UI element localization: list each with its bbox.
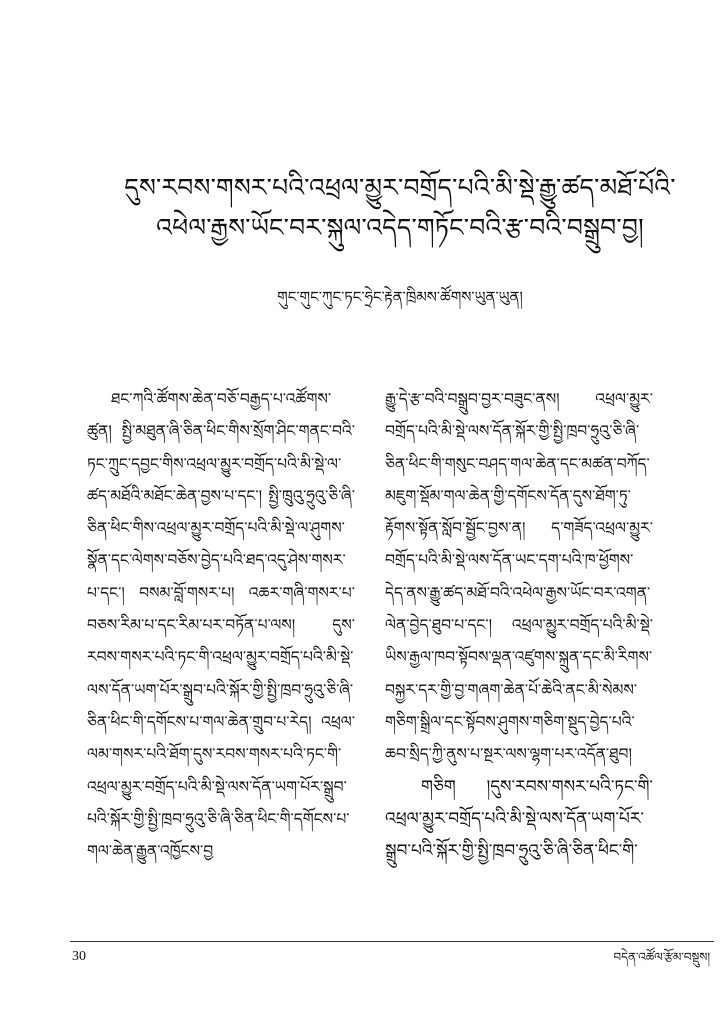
article-author: གུང་གུང་ཀུང་ཏང་ཧྲེང་རྟེན་ཁྲིམས་ཚོགས་ཡུན་ཡུན།: [277, 288, 523, 306]
page-number: 30: [72, 949, 86, 964]
article-title: དུས་རབས་གསར་པའི་འཕྲལ་མྱུར་བགྲོད་པའི་མི་སྡེ་རྒྱུ་ཚད་མཐོ་པོའི་ འཕེལ་རྒྱས་ཡོང་བར་སྐུལ་འདེད་གཏོང་བའི་རྩ་བའི་བསྒྲུབ་བྱ།: [124, 173, 676, 242]
body-column-right: [385, 383, 653, 867]
footer-rule: [70, 941, 714, 942]
body-column-left: [87, 383, 355, 867]
section-text: །དུས་རབས་གསར་པའི་ཏང་གི་འཕྲལ་མྱུར་བགྲོད་པའི་མི་སྡེ་ལས་དོན་ཡག་པོར་སྒྲུབ་པའི་སྐོར་གྱི་སྤྱི་ཁྲབ་ཧྲུའུ་ཅི་ཞི་ཅིན་ཕིང་གི་: [385, 776, 653, 862]
body-paragraph: ཐང་ཀའི་ཚོགས་ཆེན་བཅོ་བརྒྱད་པ་འཚོགས་ཚུན། སྤྱི་མཐུན་ཞི་ཅིན་ཕིང་གིས་སྲོག་ཤིང་གནང་བའི་ཏང་ཀྲུང་དབྱང་གིས་འཕྲལ་མྱུར་བགྲོད་པའི་མི་སྡེ་ལ་ཚད་མཐོའི་མཐོང་ཆེན་བྱས་པ་དང་། སྤྱི་ཁྲུའུ་ཧྲུའུ་ཅི་ཞི་ཅིན་ཕིང་གིས་འཕྲལ་མྱུར་བགྲོད་པའི་མི་སྡེ་ལ་ཤུགས་སྣོན་དང་ལེགས་བཅོས་བྱེད་པའི་ཐད་འདུ་ཤེས་གསར་པ་དང་། བསམ་བློ་གསར་པ། འཆར་གཞི་གསར་པ་བཅས་རིམ་པ་དང་རིམ་པར་བཏོན་པ་ལས། དུས་རབས་གསར་པའི་ཏང་གི་འཕྲལ་མྱུར་བགྲོད་པའི་མི་སྡེ་ལས་དོན་ཡག་པོར་སྒྲུབ་པའི་སྐོར་གྱི་སྤྱི་ཁྲབ་ཧྲུའུ་ཅི་ཞི་ཅིན་ཕིང་གི་དགོངས་པ་གལ་ཆེན་གྲུབ་པ་རེད། འཕྲལ་ལམ་གསར་པའི་ཐོག་དུས་རབས་གསར་པའི་ཏང་གི་འཕྲལ་མྱུར་བགྲོད་པའི་མི་སྡེ་ལས་དོན་ཡག་པོར་སྒྲུབ་པའི་སྐོར་གྱི་སྤྱི་ཁྲབ་ཧྲུའུ་ཅི་ཞི་ཅིན་ཕིང་གི་དགོངས་པ་གལ་ཆེན་རྒྱུན་འཁྱོངས་བྱ: [87, 390, 355, 861]
body-paragraph: རྒྱུ་དེ་རྩ་བའི་བསྒྲུབ་བྱར་བཟུང་ནས། འཕྲལ་མྱུར་བགྲོད་པའི་མི་སྡེ་ལས་དོན་སྐོར་གྱི་སྤྱི་ཁྲབ་ཧྲུའུ་ཅི་ཞི་ཅིན་ཕིང་གི་གསུང་བཤད་གལ་ཆེན་དང་མཚན་བཀོད་མཇུག་སྡོམ་གལ་ཆེན་གྱི་དགོངས་དོན་དུས་ཐོག་ཏུ་རྟོགས་སྟོན་སློབ་སྦྱོང་བྱས་ན། ད་གཟོད་འཕྲལ་མྱུར་བགྲོད་པའི་མི་སྡེ་ལས་དོན་ཡང་དག་པའི་ཁ་ཕྱོགས་དེད་ནས་རྒྱུ་ཚད་མཐོ་བའི་འཕེལ་རྒྱས་ཡོང་བར་འགན་ལེན་བྱེད་ཐུབ་པ་དང་། འཕྲལ་མྱུར་བགྲོད་པའི་མི་སྡེ་ཡིས་རྒྱལ་ཁབ་སྟོབས་ལྡན་འཛུགས་སྐྲུན་དང་མི་རིགས་བསྐྱར་དར་གྱི་བྱ་གཞག་ཆེན་པོ་ཆེའི་ནང་མི་སེམས་གཅིག་སྒྲིལ་དང་སྟོབས་ཤུགས་གཅིག་སྡུད་བྱེད་པའི་ཆབ་སྲིད་ཀྱི་ནུས་པ་སྔར་ལས་ལྷག་པར་འདོན་ཐུབ།: [385, 390, 653, 764]
section-heading: གཅིག: [421, 776, 456, 797]
section-paragraph: [385, 771, 653, 868]
running-footer-title: བདེན་འཚོལ་རྩོམ་བསྡུས།: [613, 950, 710, 964]
